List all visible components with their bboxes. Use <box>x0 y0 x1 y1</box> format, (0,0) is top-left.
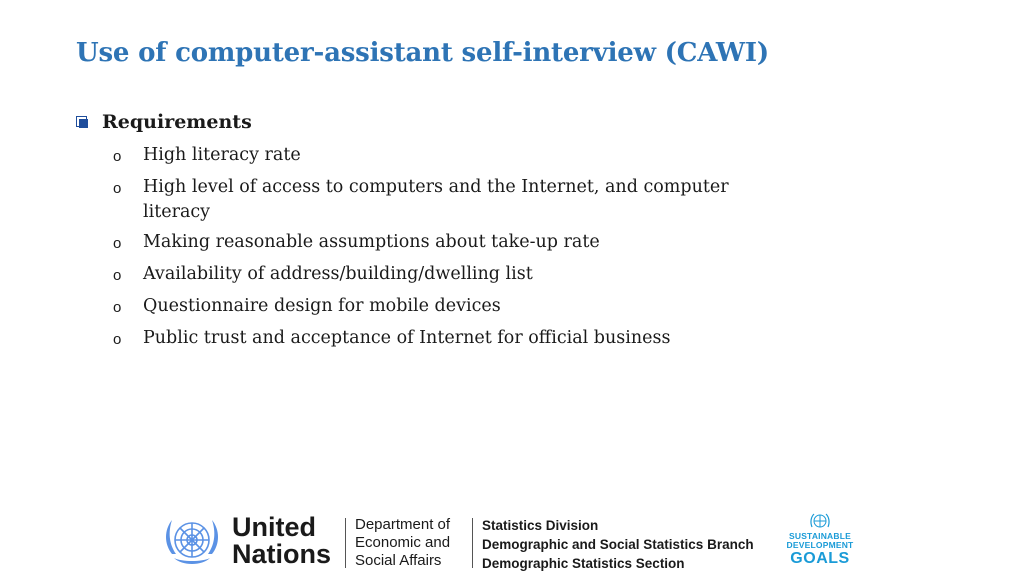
desa-line-2: Economic and <box>355 534 451 551</box>
list-item <box>113 326 733 353</box>
slide-title: Use of computer-assistant self-interview (CAWI) <box>76 38 769 68</box>
list-item-text: High literacy rate <box>143 145 301 165</box>
desa-line-3: Social Affairs <box>355 552 442 569</box>
circle-bullet-icon: o <box>113 331 122 348</box>
division-line-1: Statistics Division <box>482 518 599 533</box>
divider <box>472 518 473 568</box>
circle-bullet-icon: o <box>113 267 122 284</box>
division-info <box>482 516 754 573</box>
circle-bullet-icon: o <box>113 180 122 197</box>
list-item <box>113 175 733 225</box>
circle-bullet-icon: o <box>113 148 122 165</box>
list-item-text: Making reasonable assumptions about take-up rate <box>143 232 600 252</box>
divider <box>345 518 346 568</box>
list-item-text: Questionnaire design for mobile devices <box>143 296 501 316</box>
un-line-1: United <box>232 512 316 542</box>
section-label: Requirements <box>102 111 252 133</box>
footer-logos <box>160 512 860 570</box>
checkbox-square-icon <box>76 116 88 128</box>
un-line-2: Nations <box>232 539 332 569</box>
division-line-3: Demographic Statistics Section <box>482 556 685 571</box>
sdg-line-2: DEVELOPMENT <box>786 540 854 550</box>
sdg-logo <box>782 512 858 570</box>
desa-wordmark <box>355 516 450 570</box>
list-item <box>113 262 733 289</box>
un-wordmark <box>232 514 331 568</box>
circle-bullet-icon: o <box>113 235 122 252</box>
requirements-list <box>113 143 733 358</box>
section-heading <box>76 111 252 133</box>
list-item <box>113 294 733 321</box>
circle-bullet-icon: o <box>113 299 122 316</box>
list-item-text: High level of access to computers and the Internet, and computer literacy <box>143 177 729 222</box>
un-emblem-icon <box>160 514 224 570</box>
division-line-2: Demographic and Social Statistics Branch <box>482 537 754 552</box>
list-item <box>113 143 733 170</box>
sdg-line-1: SUSTAINABLE <box>788 531 851 541</box>
list-item-text: Public trust and acceptance of Internet for official business <box>143 328 671 348</box>
sdg-goals: GOALS <box>790 550 850 567</box>
desa-line-1: Department of <box>355 516 451 533</box>
sdg-emblem-icon <box>809 512 831 532</box>
list-item <box>113 230 733 257</box>
list-item-text: Availability of address/building/dwelling list <box>143 264 533 284</box>
